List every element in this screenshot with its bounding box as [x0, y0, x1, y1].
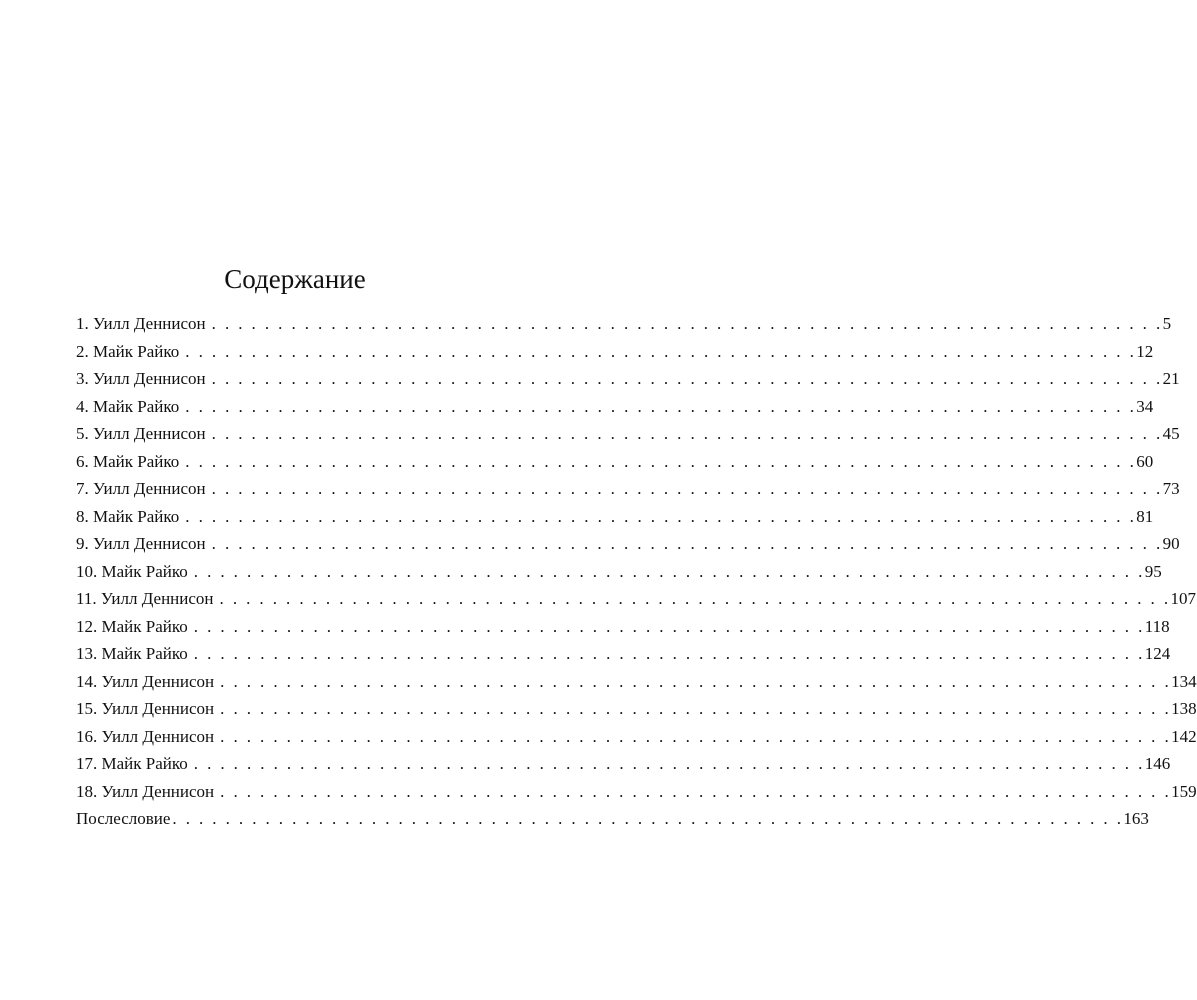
dot-leader: . . . . . . . . . . . . . . . . . . . . . . . . . . . . . . . . . . . . . . . . . . . . . . . . . . . . . . . . . . . . . . . . . . . . . . . . — [185, 396, 1137, 416]
dot-leader: . . . . . . . . . . . . . . . . . . . . . . . . . . . . . . . . . . . . . . . . . . . . . . . . . . . . . . . . . . . . . . . . . . . . . . . . — [185, 506, 1137, 526]
dot-leader: . . . . . . . . . . . . . . . . . . . . . . . . . . . . . . . . . . . . . . . . . . . . . . . . . . . . . . . . . . . . . . . . . . . . . . . . — [220, 781, 1172, 801]
dot-leader: . . . . . . . . . . . . . . . . . . . . . . . . . . . . . . . . . . . . . . . . . . . . . . . . . . . . . . . . . . . . . . . . . . . . . . . . — [172, 809, 1124, 828]
toc-entry-page-number: 34 — [1136, 396, 1154, 416]
dot-leader: . . . . . . . . . . . . . . . . . . . . . . . . . . . . . . . . . . . . . . . . . . . . . . . . . . . . . . . . . . . . . . . . . . . . . . . . — [193, 644, 1145, 663]
toc-entry-page-number: 163 — [1123, 809, 1149, 828]
toc-entry — [76, 725, 1197, 753]
toc-entry — [76, 532, 1180, 560]
toc-entry — [76, 642, 1171, 670]
toc-entry — [76, 807, 1149, 835]
toc-entry — [76, 422, 1180, 450]
toc-entry-page-number: 12 — [1136, 341, 1154, 361]
toc-entry-page-number: 60 — [1136, 451, 1154, 471]
toc-entry-title: 1. Уилл Деннисон — [76, 314, 206, 333]
dot-leader: . . . . . . . . . . . . . . . . . . . . . . . . . . . . . . . . . . . . . . . . . . . . . . . . . . . . . . . . . . . . . . . . . . . . . . . . — [185, 341, 1137, 361]
toc-entry-title: 16. Уилл Деннисон — [76, 726, 215, 746]
toc-entry-title: 4. Майк Райко — [76, 396, 180, 416]
toc-entry-page-number: 159 — [1171, 781, 1197, 801]
toc-entry — [76, 697, 1197, 725]
toc-entry-page-number: 81 — [1136, 506, 1154, 526]
toc-entry-title: 7. Уилл Деннисон — [76, 479, 206, 498]
toc-entry — [76, 615, 1170, 643]
toc-entry-page-number: 21 — [1162, 369, 1180, 388]
dot-leader: . . . . . . . . . . . . . . . . . . . . . . . . . . . . . . . . . . . . . . . . . . . . . . . . . . . . . . . . . . . . . . . . . . . . . . . . — [211, 369, 1163, 388]
toc-entry-title: 5. Уилл Деннисон — [76, 424, 206, 443]
toc-entry-title: Послесловие — [76, 809, 171, 828]
dot-leader: . . . . . . . . . . . . . . . . . . . . . . . . . . . . . . . . . . . . . . . . . . . . . . . . . . . . . . . . . . . . . . . . . . . . . . . . — [220, 699, 1172, 718]
toc-entry-title: 18. Уилл Деннисон — [76, 781, 215, 801]
toc-entry — [76, 587, 1196, 615]
dot-leader: . . . . . . . . . . . . . . . . . . . . . . . . . . . . . . . . . . . . . . . . . . . . . . . . . . . . . . . . . . . . . . . . . . . . . . . . — [193, 754, 1145, 773]
dot-leader: . . . . . . . . . . . . . . . . . . . . . . . . . . . . . . . . . . . . . . . . . . . . . . . . . . . . . . . . . . . . . . . . . . . . . . . . — [211, 479, 1163, 498]
dot-leader: . . . . . . . . . . . . . . . . . . . . . . . . . . . . . . . . . . . . . . . . . . . . . . . . . . . . . . . . . . . . . . . . . . . . . . . . — [220, 671, 1172, 691]
toc-entry — [76, 670, 1197, 698]
toc-entry-page-number: 134 — [1171, 671, 1197, 691]
toc-entry-title: 2. Майк Райко — [76, 341, 180, 361]
toc-entry-title: 6. Майк Райко — [76, 451, 180, 471]
toc-entry-page-number: 142 — [1171, 726, 1197, 746]
dot-leader: . . . . . . . . . . . . . . . . . . . . . . . . . . . . . . . . . . . . . . . . . . . . . . . . . . . . . . . . . . . . . . . . . . . . . . . . — [211, 314, 1163, 333]
toc-entry-page-number: 95 — [1144, 561, 1162, 581]
dot-leader: . . . . . . . . . . . . . . . . . . . . . . . . . . . . . . . . . . . . . . . . . . . . . . . . . . . . . . . . . . . . . . . . . . . . . . . . — [220, 726, 1172, 746]
toc-entry — [76, 560, 1162, 588]
toc-entry-title: 10. Майк Райко — [76, 561, 188, 581]
toc-entry — [76, 340, 1154, 368]
toc-entry — [76, 367, 1180, 395]
toc-entry — [76, 780, 1197, 808]
dot-leader: . . . . . . . . . . . . . . . . . . . . . . . . . . . . . . . . . . . . . . . . . . . . . . . . . . . . . . . . . . . . . . . . . . . . . . . . — [219, 589, 1171, 608]
toc-entry-page-number: 118 — [1144, 616, 1170, 636]
toc-entry-page-number: 73 — [1162, 479, 1180, 498]
toc-entry-title: 9. Уилл Деннисон — [76, 534, 206, 553]
toc-entry-title: 12. Майк Райко — [76, 616, 188, 636]
toc-entry-title: 13. Майк Райко — [76, 644, 188, 663]
toc-entry-title: 8. Майк Райко — [76, 506, 180, 526]
dot-leader: . . . . . . . . . . . . . . . . . . . . . . . . . . . . . . . . . . . . . . . . . . . . . . . . . . . . . . . . . . . . . . . . . . . . . . . . — [193, 616, 1145, 636]
page-title: Содержание — [224, 264, 366, 294]
toc-entry — [76, 752, 1171, 780]
toc-entry — [76, 450, 1154, 478]
toc-entry — [76, 505, 1154, 533]
dot-leader: . . . . . . . . . . . . . . . . . . . . . . . . . . . . . . . . . . . . . . . . . . . . . . . . . . . . . . . . . . . . . . . . . . . . . . . . — [211, 424, 1163, 443]
toc-entry — [76, 395, 1154, 423]
toc-entry-title: 15. Уилл Деннисон — [76, 699, 215, 718]
toc-entry-title: 14. Уилл Деннисон — [76, 671, 215, 691]
dot-leader: . . . . . . . . . . . . . . . . . . . . . . . . . . . . . . . . . . . . . . . . . . . . . . . . . . . . . . . . . . . . . . . . . . . . . . . . — [185, 451, 1137, 471]
toc-entry — [76, 312, 1172, 340]
toc-entry-page-number: 5 — [1162, 314, 1172, 333]
toc-entry-page-number: 45 — [1162, 424, 1180, 443]
toc-entry-title: 11. Уилл Деннисон — [76, 589, 214, 608]
dot-leader: . . . . . . . . . . . . . . . . . . . . . . . . . . . . . . . . . . . . . . . . . . . . . . . . . . . . . . . . . . . . . . . . . . . . . . . . — [193, 561, 1145, 581]
toc-entry-page-number: 138 — [1171, 699, 1197, 718]
toc-entry-page-number: 124 — [1144, 644, 1171, 663]
toc-entry-title: 17. Майк Райко — [76, 754, 188, 773]
toc-entry-page-number: 90 — [1162, 534, 1180, 553]
toc-entry-page-number: 107 — [1170, 589, 1196, 608]
dot-leader: . . . . . . . . . . . . . . . . . . . . . . . . . . . . . . . . . . . . . . . . . . . . . . . . . . . . . . . . . . . . . . . . . . . . . . . . — [211, 534, 1163, 553]
toc-entry — [76, 477, 1180, 505]
toc-entry-page-number: 146 — [1144, 754, 1171, 773]
table-of-contents — [76, 312, 1197, 835]
toc-entry-title: 3. Уилл Деннисон — [76, 369, 206, 388]
